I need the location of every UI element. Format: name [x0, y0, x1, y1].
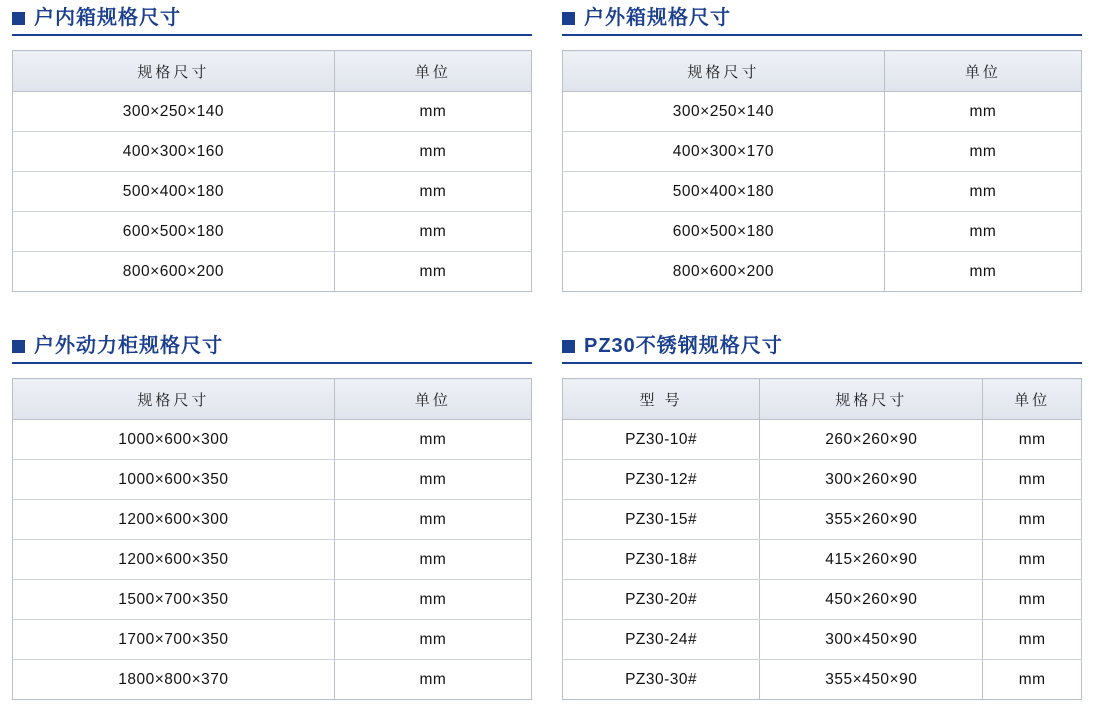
cell-unit: mm: [884, 132, 1081, 172]
cell-unit: mm: [334, 172, 531, 212]
cell-unit: mm: [334, 460, 531, 500]
cell-size: 1200×600×300: [13, 500, 335, 540]
section-title: 户外动力柜规格尺寸: [34, 335, 223, 357]
section-header: [12, 336, 532, 364]
cell-unit: mm: [983, 620, 1082, 660]
section-header: [562, 8, 1082, 36]
cell-unit: mm: [334, 420, 531, 460]
cell-size: 400×300×170: [563, 132, 885, 172]
column-header-model: 型 号: [563, 379, 760, 420]
table-row: [13, 540, 532, 580]
table-row: [563, 172, 1082, 212]
cell-size: 600×500×180: [13, 212, 335, 252]
table-row: [563, 420, 1082, 460]
cell-model: PZ30-24#: [563, 620, 760, 660]
cell-unit: mm: [334, 212, 531, 252]
cell-size: 1500×700×350: [13, 580, 335, 620]
section-header: [12, 8, 532, 36]
table-row: [13, 620, 532, 660]
cell-unit: mm: [884, 92, 1081, 132]
table-header-row: [563, 379, 1082, 420]
table-row: [563, 500, 1082, 540]
cell-unit: mm: [334, 252, 531, 292]
cell-unit: mm: [334, 132, 531, 172]
cell-model: PZ30-15#: [563, 500, 760, 540]
cell-model: PZ30-20#: [563, 580, 760, 620]
cell-size: 500×400×180: [563, 172, 885, 212]
cell-unit: mm: [983, 660, 1082, 700]
table-row: [563, 132, 1082, 172]
cell-size: 300×450×90: [760, 620, 983, 660]
table-header-row: [13, 379, 532, 420]
spec-table: [562, 378, 1082, 700]
table-row: [563, 252, 1082, 292]
table-row: [13, 500, 532, 540]
column-header-unit: 单位: [334, 51, 531, 92]
table-row: [13, 92, 532, 132]
table-row: [13, 460, 532, 500]
section-pz30-stainless: [562, 336, 1082, 700]
cell-unit: mm: [884, 172, 1081, 212]
cell-unit: mm: [884, 252, 1081, 292]
cell-unit: mm: [983, 460, 1082, 500]
cell-size: 300×250×140: [563, 92, 885, 132]
cell-unit: mm: [983, 500, 1082, 540]
cell-size: 1800×800×370: [13, 660, 335, 700]
cell-unit: mm: [334, 620, 531, 660]
cell-unit: mm: [334, 580, 531, 620]
column-header-unit: 单位: [884, 51, 1081, 92]
column-header-size: 规格尺寸: [760, 379, 983, 420]
cell-size: 400×300×160: [13, 132, 335, 172]
cell-size: 300×260×90: [760, 460, 983, 500]
table-row: [563, 540, 1082, 580]
cell-unit: mm: [334, 500, 531, 540]
cell-unit: mm: [983, 580, 1082, 620]
cell-size: 355×450×90: [760, 660, 983, 700]
table-row: [13, 132, 532, 172]
table-header-row: [13, 51, 532, 92]
cell-model: PZ30-30#: [563, 660, 760, 700]
table-row: [563, 460, 1082, 500]
table-row: [13, 212, 532, 252]
cell-size: 800×600×200: [13, 252, 335, 292]
square-bullet-icon: [12, 340, 25, 353]
cell-unit: mm: [983, 420, 1082, 460]
column-header-unit: 单位: [334, 379, 531, 420]
cell-size: 800×600×200: [563, 252, 885, 292]
column-header-size: 规格尺寸: [563, 51, 885, 92]
cell-size: 450×260×90: [760, 580, 983, 620]
cell-size: 1200×600×350: [13, 540, 335, 580]
section-header: [562, 336, 1082, 364]
section-indoor-box: [12, 8, 532, 292]
table-row: [563, 620, 1082, 660]
cell-size: 500×400×180: [13, 172, 335, 212]
table-row: [13, 420, 532, 460]
column-header-unit: 单位: [983, 379, 1082, 420]
cell-size: 415×260×90: [760, 540, 983, 580]
cell-size: 1000×600×350: [13, 460, 335, 500]
column-header-size: 规格尺寸: [13, 51, 335, 92]
cell-size: 355×260×90: [760, 500, 983, 540]
table-row: [13, 580, 532, 620]
cell-unit: mm: [334, 540, 531, 580]
section-outdoor-power-cabinet: [12, 336, 532, 700]
cell-size: 600×500×180: [563, 212, 885, 252]
table-row: [563, 580, 1082, 620]
column-header-size: 规格尺寸: [13, 379, 335, 420]
table-row: [13, 252, 532, 292]
cell-model: PZ30-12#: [563, 460, 760, 500]
table-row: [13, 660, 532, 700]
table-row: [563, 212, 1082, 252]
section-outdoor-box: [562, 8, 1082, 292]
cell-size: 260×260×90: [760, 420, 983, 460]
cell-size: 1000×600×300: [13, 420, 335, 460]
cell-unit: mm: [334, 660, 531, 700]
table-row: [13, 172, 532, 212]
section-title: PZ30不锈钢规格尺寸: [584, 335, 783, 357]
section-title: 户内箱规格尺寸: [34, 7, 181, 29]
spec-table: [12, 50, 532, 292]
section-title: 户外箱规格尺寸: [584, 7, 731, 29]
cell-size: 1700×700×350: [13, 620, 335, 660]
spec-table: [562, 50, 1082, 292]
cell-size: 300×250×140: [13, 92, 335, 132]
square-bullet-icon: [562, 12, 575, 25]
table-row: [563, 92, 1082, 132]
table-header-row: [563, 51, 1082, 92]
cell-unit: mm: [983, 540, 1082, 580]
square-bullet-icon: [12, 12, 25, 25]
spec-table: [12, 378, 532, 700]
cell-unit: mm: [884, 212, 1081, 252]
table-row: [563, 660, 1082, 700]
cell-unit: mm: [334, 92, 531, 132]
cell-model: PZ30-10#: [563, 420, 760, 460]
cell-model: PZ30-18#: [563, 540, 760, 580]
square-bullet-icon: [562, 340, 575, 353]
